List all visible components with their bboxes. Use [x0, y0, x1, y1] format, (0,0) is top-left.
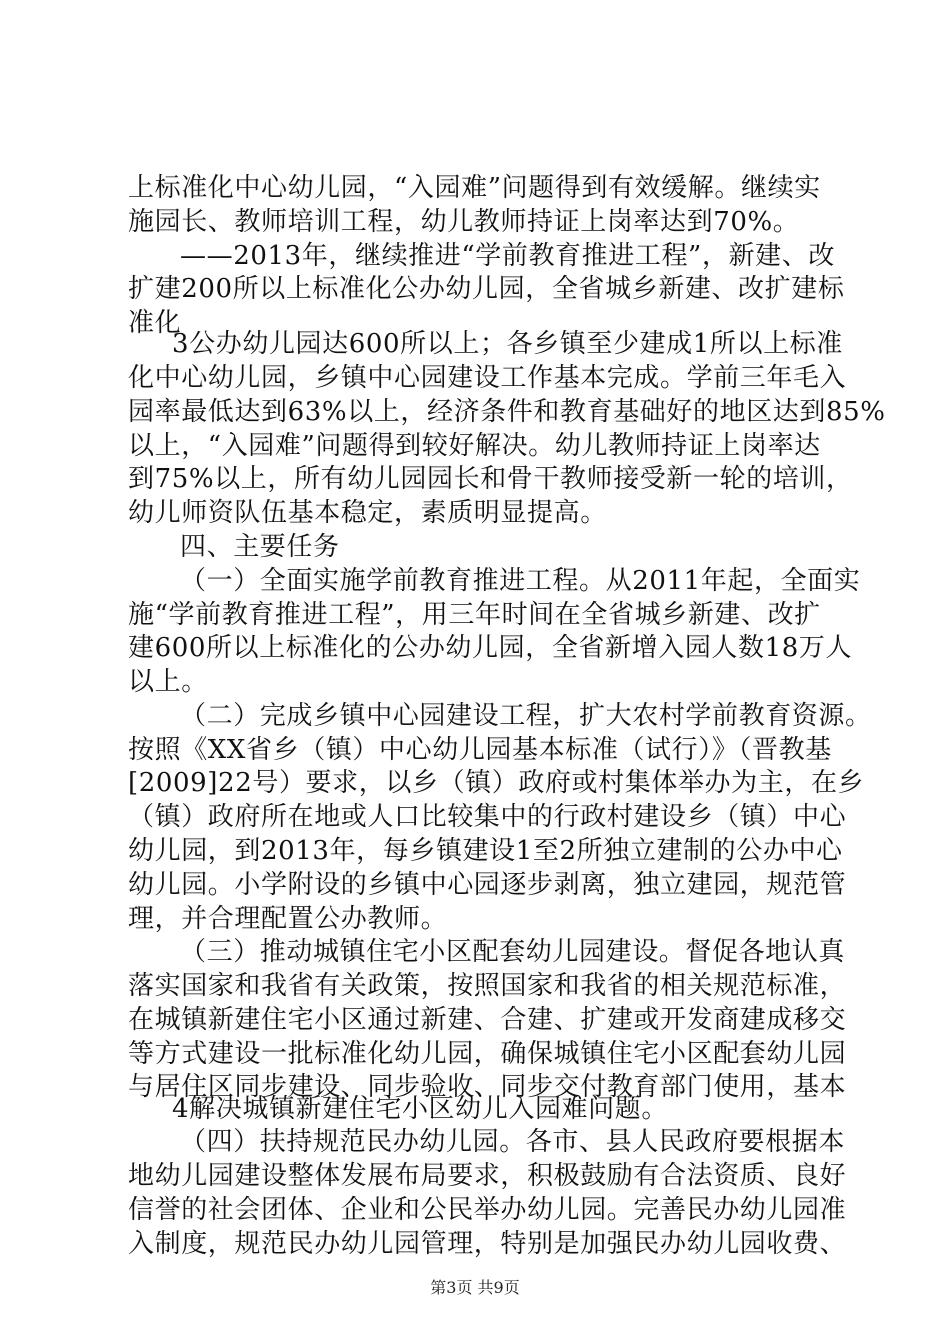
text-line: 幼儿师资队伍基本稳定，素质明显提高。 [128, 498, 607, 528]
text-line: 理，并合理配置公办教师。 [128, 904, 448, 934]
text-line: 3公办幼儿园达600所以上；各乡镇至少建成1所以上标准 [172, 329, 843, 359]
page-number: 第3页 共9页 [430, 1278, 520, 1297]
text-line: 入制度，规范民办幼儿园管理，特别是加强民办幼儿园收费、 [128, 1229, 847, 1259]
text-line: 到75%以上，所有幼儿园园长和骨干教师接受新一轮的培训， [128, 464, 853, 494]
text-line: （一）全面实施学前教育推进工程。从2011年起，全面实 [180, 566, 861, 596]
text-line: 4解决城镇新建住宅小区幼儿入园难问题。 [172, 1094, 668, 1124]
text-line: 园率最低达到63%以上，经济条件和教育基础好的地区达到85% [128, 397, 886, 427]
text-line: 扩建200所以上标准化公办幼儿园，全省城乡新建、改扩建标 [128, 274, 845, 304]
text-line: 等方式建设一批标准化幼儿园，确保城镇住宅小区配套幼儿园 [128, 1039, 847, 1069]
text-line: 施园长、教师培训工程，幼儿教师持证上岗率达到70%。 [128, 207, 800, 237]
text-line: ——2013年，继续推进“学前教育推进工程”，新建、改 [180, 241, 835, 271]
text-line: （四）扶持规范民办幼儿园。各市、县人民政府要根据本 [180, 1127, 846, 1157]
section-heading: 四、主要任务 [180, 532, 340, 562]
text-line: 以上。 [128, 667, 208, 697]
text-line: 幼儿园，到2013年，每乡镇建设1至2所独立建制的公办中心 [128, 836, 843, 866]
text-line: 地幼儿园建设整体发展布局要求，积极鼓励有合法资质、良好 [128, 1161, 847, 1191]
text-line: 上标准化中心幼儿园，“入园难”问题得到有效缓解。继续实 [128, 173, 821, 203]
text-line: （二）完成乡镇中心园建设工程，扩大农村学前教育资源。 [180, 701, 872, 731]
text-line: 在城镇新建住宅小区通过新建、合建、扩建或开发商建成移交 [128, 1005, 847, 1035]
text-line: [2009]22号）要求，以乡（镇）政府或村集体举办为主，在乡 [128, 768, 865, 798]
text-line: （三）推动城镇住宅小区配套幼儿园建设。督促各地认真 [180, 937, 846, 967]
text-line: 建600所以上标准化的公办幼儿园，全省新增入园人数18万人 [128, 633, 853, 663]
text-line: 施“学前教育推进工程”，用三年时间在全省城乡新建、改扩 [128, 600, 821, 630]
text-line: 以上，“入园难”问题得到较好解决。幼儿教师持证上岗率达 [128, 431, 821, 461]
text-line: （镇）政府所在地或人口比较集中的行政村建设乡（镇）中心 [128, 802, 847, 832]
text-line: 与居住区同步建设、同步验收、同步交付教育部门使用，基本 [128, 1072, 847, 1102]
text-line: 准化 [128, 308, 182, 338]
text-line: 信誉的社会团体、企业和公民举办幼儿园。完善民办幼儿园准 [128, 1195, 847, 1225]
text-line: 按照《XX省乡（镇）中心幼儿园基本标准（试行）》（晋教基 [128, 735, 832, 765]
text-line: 落实国家和我省有关政策，按照国家和我省的相关规范标准， [128, 971, 847, 1001]
text-line: 幼儿园。小学附设的乡镇中心园逐步剥离，独立建园，规范管 [128, 870, 847, 900]
text-line: 化中心幼儿园，乡镇中心园建设工作基本完成。学前三年毛入 [128, 363, 847, 393]
